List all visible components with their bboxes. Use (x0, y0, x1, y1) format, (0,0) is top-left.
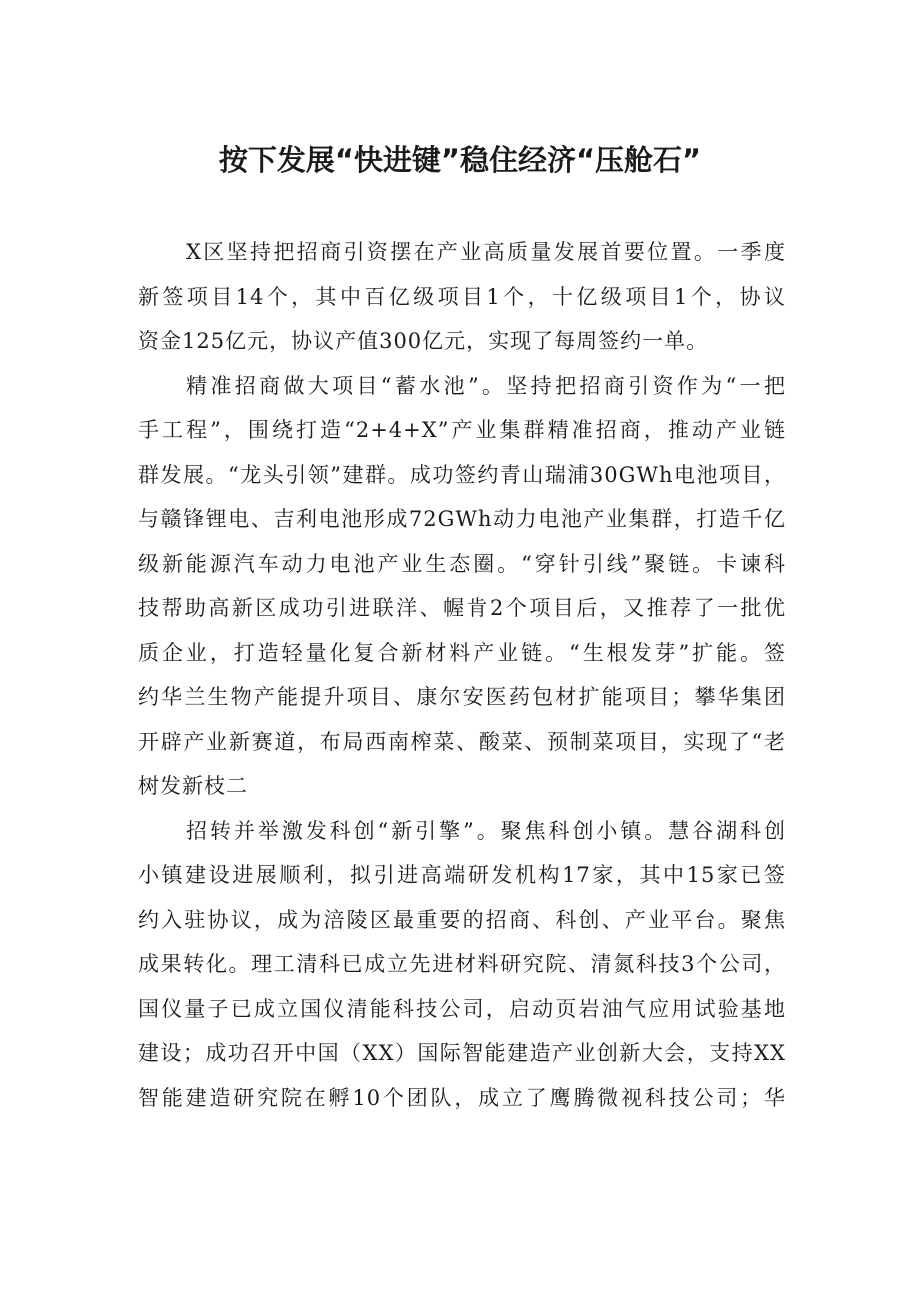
paragraph-2-line-3: 群发展。“龙头引领”建群。成功签约青山瑞浦30GWh电池项目， (138, 462, 786, 487)
paragraph-3-line-6: 建设；成功召开中国（XX）国际智能建造产业创新大会，支持XX (138, 1041, 786, 1065)
paragraph-2-line-8: 约华兰生物产能提升项目、康尔安医药包材扩能项目；攀华集团 (138, 685, 786, 709)
paragraph-3-line-2: 小镇建设进展顺利，拟引进高端研发机构17家，其中15家已签 (138, 863, 786, 887)
paragraph-3-line-5: 国仪量子已成立国仪清能科技公司，启动页岩油气应用试验基地 (138, 996, 786, 1021)
paragraph-2-line-2: 手工程”，围绕打造“2+4+X”产业集群精准招商，推动产业链 (138, 418, 786, 442)
paragraph-2-line-10: 树发新枝二 (138, 774, 248, 798)
paragraph-2-line-9: 开辟产业新赛道，布局西南榨菜、酸菜、预制菜项目，实现了“老 (138, 729, 786, 754)
document-body (138, 230, 786, 1120)
paragraph-3-line-7: 智能建造研究院在孵10个团队，成立了鹰腾微视科技公司；华 (138, 1085, 786, 1110)
paragraph-3-line-1: 招转并举激发科创“新引擎”。聚焦科创小镇。慧谷湖科创 (186, 818, 786, 843)
paragraph-2-line-6: 技帮助高新区成功引进联洋、幄肯2个项目后，又推荐了一批优 (138, 596, 786, 620)
paragraph-2-line-4: 与赣锋锂电、吉利电池形成72GWh动力电池产业集群，打造千亿 (138, 507, 786, 531)
paragraph-1-line-2: 新签项目14个，其中百亿级项目1个，十亿级项目1个，协议 (138, 284, 786, 309)
paragraph-2-line-7: 质企业，打造轻量化复合新材料产业链。“生根发芽”扩能。签 (138, 640, 786, 665)
document-title: 按下发展“快进键”稳住经济“压舱石” (218, 143, 702, 177)
paragraph-2-line-5: 级新能源汽车动力电池产业生态圈。“穿针引线”聚链。卡谏科 (138, 551, 786, 576)
paragraph-1-line-1: X区坚持把招商引资摆在产业高质量发展首要位置。一季度 (186, 240, 786, 264)
paragraph-3-line-3: 约入驻协议，成为涪陵区最重要的招商、科创、产业平台。聚焦 (138, 907, 786, 932)
paragraph-3-line-4: 成果转化。理工清科已成立先进材料研究院、清氮科技3个公司， (138, 952, 786, 976)
paragraph-1-line-3: 资金125亿元，协议产值300亿元，实现了每周签约一单。 (138, 329, 709, 353)
paragraph-2-line-1: 精准招商做大项目“蓄水池”。坚持把招商引资作为“一把 (186, 373, 786, 398)
